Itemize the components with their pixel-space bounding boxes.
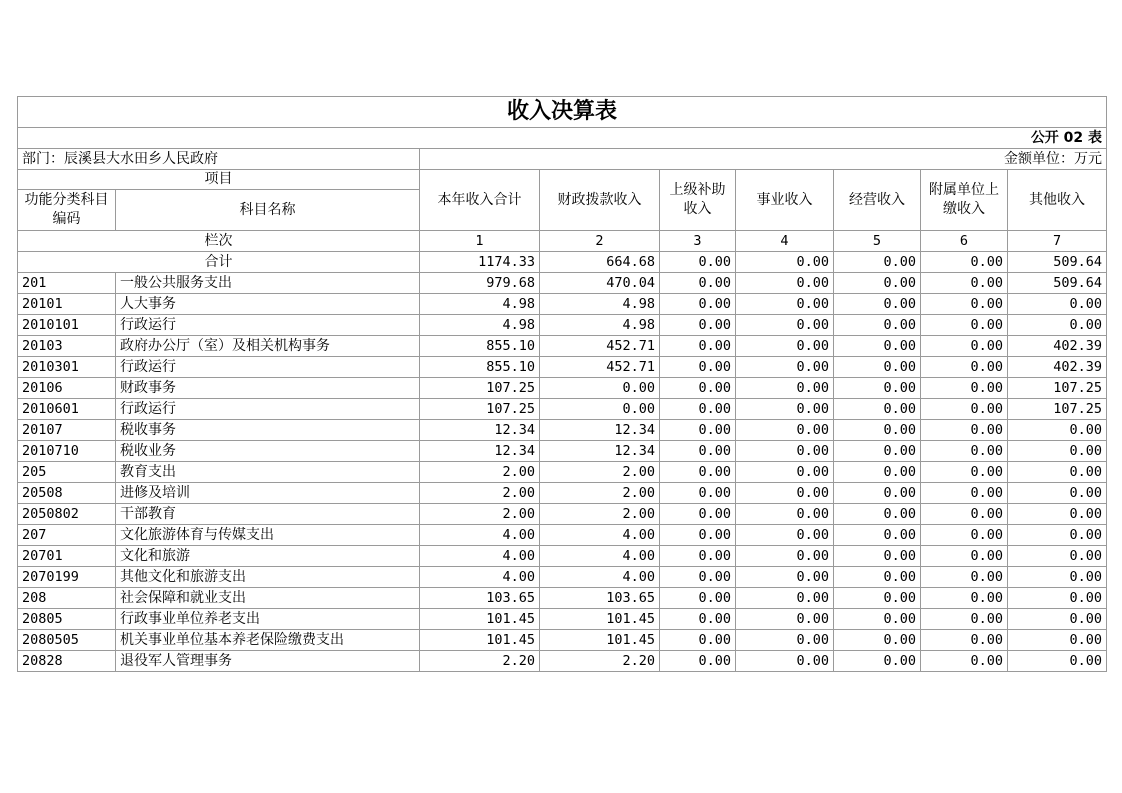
- amount-cell: 0.00: [921, 504, 1008, 525]
- header-business-income: 事业收入: [736, 170, 834, 231]
- amount-cell: 0.00: [736, 294, 834, 315]
- amount-cell: 2.00: [540, 462, 660, 483]
- table-row: [18, 399, 1107, 420]
- amount-cell: 0.00: [834, 420, 921, 441]
- subject-name-cell: 文化和旅游: [116, 546, 420, 567]
- function-code-cell: 20103: [18, 336, 116, 357]
- amount-cell: 2.00: [420, 483, 540, 504]
- amount-cell: 0.00: [921, 588, 1008, 609]
- table-row: [18, 336, 1107, 357]
- amount-cell: 0.00: [834, 294, 921, 315]
- amount-cell: 0.00: [921, 378, 1008, 399]
- subject-name-cell: 行政运行: [116, 399, 420, 420]
- table-row: [18, 441, 1107, 462]
- table-row: [18, 357, 1107, 378]
- amount-cell: 0.00: [660, 525, 736, 546]
- subject-name-cell: 行政运行: [116, 315, 420, 336]
- function-code-cell: 2010101: [18, 315, 116, 336]
- header-total-income: 本年收入合计: [420, 170, 540, 231]
- subject-name-cell: 文化旅游体育与传媒支出: [116, 525, 420, 546]
- amount-cell: 0.00: [660, 357, 736, 378]
- function-code-cell: 207: [18, 525, 116, 546]
- amount-cell: 0.00: [736, 357, 834, 378]
- amount-cell: 0.00: [1008, 504, 1107, 525]
- amount-cell: 0.00: [834, 399, 921, 420]
- column-number: 6: [921, 231, 1008, 252]
- page-title: 收入决算表: [18, 97, 1107, 128]
- table-row: [18, 525, 1107, 546]
- amount-cell: 0.00: [921, 483, 1008, 504]
- table-row: [18, 273, 1107, 294]
- header-item: 项目: [18, 170, 420, 190]
- amount-cell: 0.00: [736, 630, 834, 651]
- total-cell: 0.00: [921, 252, 1008, 273]
- column-number: 1: [420, 231, 540, 252]
- subject-name-cell: 教育支出: [116, 462, 420, 483]
- amount-cell: 0.00: [1008, 567, 1107, 588]
- amount-cell: 0.00: [921, 357, 1008, 378]
- subject-name-cell: 一般公共服务支出: [116, 273, 420, 294]
- amount-cell: 0.00: [834, 609, 921, 630]
- amount-cell: 0.00: [1008, 525, 1107, 546]
- amount-cell: 103.65: [420, 588, 540, 609]
- amount-cell: 2.00: [540, 504, 660, 525]
- amount-cell: 0.00: [834, 546, 921, 567]
- amount-cell: 0.00: [736, 546, 834, 567]
- amount-cell: 12.34: [420, 420, 540, 441]
- amount-cell: 0.00: [1008, 651, 1107, 672]
- amount-cell: 0.00: [1008, 315, 1107, 336]
- amount-cell: 0.00: [660, 609, 736, 630]
- amount-cell: 0.00: [736, 315, 834, 336]
- amount-cell: 0.00: [921, 462, 1008, 483]
- amount-cell: 12.34: [540, 441, 660, 462]
- amount-cell: 0.00: [921, 525, 1008, 546]
- amount-cell: 0.00: [834, 378, 921, 399]
- table-row: [18, 630, 1107, 651]
- table-row: [18, 294, 1107, 315]
- column-number: 4: [736, 231, 834, 252]
- amount-cell: 0.00: [660, 462, 736, 483]
- table-row: [18, 420, 1107, 441]
- amount-cell: 0.00: [736, 609, 834, 630]
- amount-cell: 979.68: [420, 273, 540, 294]
- amount-cell: 0.00: [660, 483, 736, 504]
- income-table: [17, 96, 1107, 672]
- table-row: [18, 546, 1107, 567]
- column-number: 5: [834, 231, 921, 252]
- table-row: [18, 651, 1107, 672]
- amount-cell: 0.00: [736, 525, 834, 546]
- function-code-cell: 201: [18, 273, 116, 294]
- column-number: 2: [540, 231, 660, 252]
- amount-cell: 101.45: [420, 630, 540, 651]
- amount-cell: 509.64: [1008, 273, 1107, 294]
- function-code-cell: 205: [18, 462, 116, 483]
- amount-cell: 0.00: [736, 567, 834, 588]
- function-code-cell: 20106: [18, 378, 116, 399]
- amount-cell: 4.00: [540, 525, 660, 546]
- function-code-cell: 20805: [18, 609, 116, 630]
- amount-cell: 2.00: [540, 483, 660, 504]
- amount-cell: 0.00: [660, 336, 736, 357]
- total-cell: 0.00: [834, 252, 921, 273]
- amount-cell: 101.45: [540, 609, 660, 630]
- amount-cell: 0.00: [921, 294, 1008, 315]
- total-row-label: 合计: [18, 252, 420, 273]
- amount-cell: 452.71: [540, 336, 660, 357]
- amount-cell: 101.45: [420, 609, 540, 630]
- subject-name-cell: 政府办公厅（室）及相关机构事务: [116, 336, 420, 357]
- amount-cell: 0.00: [921, 273, 1008, 294]
- amount-cell: 0.00: [834, 588, 921, 609]
- header-upper-subsidy: 上级补助收入: [660, 170, 736, 231]
- total-cell: 509.64: [1008, 252, 1107, 273]
- header-operating-income: 经营收入: [834, 170, 921, 231]
- amount-cell: 0.00: [834, 504, 921, 525]
- amount-cell: 0.00: [1008, 294, 1107, 315]
- total-cell: 664.68: [540, 252, 660, 273]
- table-row: [18, 315, 1107, 336]
- amount-cell: 0.00: [660, 546, 736, 567]
- function-code-cell: 2010301: [18, 357, 116, 378]
- amount-cell: 101.45: [540, 630, 660, 651]
- amount-cell: 0.00: [736, 462, 834, 483]
- amount-cell: 0.00: [921, 399, 1008, 420]
- amount-cell: 855.10: [420, 357, 540, 378]
- table-row: [18, 567, 1107, 588]
- amount-cell: 0.00: [921, 609, 1008, 630]
- subject-name-cell: 行政事业单位养老支出: [116, 609, 420, 630]
- amount-cell: 0.00: [660, 441, 736, 462]
- amount-cell: 103.65: [540, 588, 660, 609]
- function-code-cell: 2070199: [18, 567, 116, 588]
- amount-cell: 0.00: [660, 399, 736, 420]
- amount-cell: 0.00: [660, 315, 736, 336]
- header-other-income: 其他收入: [1008, 170, 1107, 231]
- amount-cell: 470.04: [540, 273, 660, 294]
- function-code-cell: 20701: [18, 546, 116, 567]
- amount-cell: 0.00: [921, 567, 1008, 588]
- amount-cell: 4.98: [540, 294, 660, 315]
- amount-cell: 0.00: [660, 651, 736, 672]
- amount-cell: 0.00: [660, 294, 736, 315]
- amount-cell: 0.00: [736, 504, 834, 525]
- amount-cell: 0.00: [834, 315, 921, 336]
- amount-cell: 12.34: [420, 441, 540, 462]
- amount-cell: 2.00: [420, 504, 540, 525]
- subject-name-cell: 进修及培训: [116, 483, 420, 504]
- amount-cell: 0.00: [834, 357, 921, 378]
- amount-cell: 0.00: [1008, 588, 1107, 609]
- amount-cell: 4.98: [420, 315, 540, 336]
- subject-name-cell: 人大事务: [116, 294, 420, 315]
- subject-name-cell: 社会保障和就业支出: [116, 588, 420, 609]
- amount-cell: 402.39: [1008, 336, 1107, 357]
- form-number: 公开 02 表: [18, 128, 1107, 149]
- function-code-cell: 20107: [18, 420, 116, 441]
- amount-cell: 0.00: [834, 651, 921, 672]
- amount-cell: 0.00: [921, 441, 1008, 462]
- amount-cell: 2.20: [540, 651, 660, 672]
- amount-cell: 0.00: [736, 420, 834, 441]
- total-cell: 0.00: [736, 252, 834, 273]
- header-fiscal-allocation: 财政拨款收入: [540, 170, 660, 231]
- amount-cell: 4.00: [420, 567, 540, 588]
- amount-cell: 0.00: [736, 399, 834, 420]
- amount-cell: 0.00: [921, 651, 1008, 672]
- function-code-cell: 2010601: [18, 399, 116, 420]
- subject-name-cell: 退役军人管理事务: [116, 651, 420, 672]
- amount-cell: 452.71: [540, 357, 660, 378]
- amount-cell: 0.00: [540, 378, 660, 399]
- amount-cell: 4.98: [420, 294, 540, 315]
- table-row: [18, 462, 1107, 483]
- subject-name-cell: 税收事务: [116, 420, 420, 441]
- amount-cell: 0.00: [1008, 483, 1107, 504]
- amount-cell: 12.34: [540, 420, 660, 441]
- amount-cell: 0.00: [1008, 462, 1107, 483]
- table-row: [18, 483, 1107, 504]
- amount-cell: 0.00: [834, 525, 921, 546]
- amount-cell: 0.00: [834, 483, 921, 504]
- function-code-cell: 208: [18, 588, 116, 609]
- amount-cell: 0.00: [921, 420, 1008, 441]
- amount-cell: 0.00: [921, 336, 1008, 357]
- amount-cell: 0.00: [736, 651, 834, 672]
- amount-cell: 0.00: [1008, 630, 1107, 651]
- amount-cell: 0.00: [1008, 441, 1107, 462]
- subject-name-cell: 行政运行: [116, 357, 420, 378]
- header-subject-name: 科目名称: [116, 190, 420, 231]
- amount-cell: 4.00: [540, 567, 660, 588]
- amount-cell: 4.98: [540, 315, 660, 336]
- amount-cell: 402.39: [1008, 357, 1107, 378]
- amount-cell: 0.00: [1008, 609, 1107, 630]
- total-cell: 1174.33: [420, 252, 540, 273]
- subject-name-cell: 干部教育: [116, 504, 420, 525]
- header-affiliated-income: 附属单位上缴收入: [921, 170, 1008, 231]
- total-cell: 0.00: [660, 252, 736, 273]
- amount-cell: 0.00: [834, 567, 921, 588]
- function-code-cell: 2010710: [18, 441, 116, 462]
- amount-cell: 0.00: [736, 588, 834, 609]
- column-number: 3: [660, 231, 736, 252]
- subject-name-cell: 其他文化和旅游支出: [116, 567, 420, 588]
- table-row: [18, 588, 1107, 609]
- amount-unit-label: 金额单位：万元: [420, 149, 1107, 170]
- amount-cell: 0.00: [1008, 420, 1107, 441]
- amount-cell: 4.00: [420, 525, 540, 546]
- subject-name-cell: 财政事务: [116, 378, 420, 399]
- amount-cell: 0.00: [834, 336, 921, 357]
- subject-name-cell: 税收业务: [116, 441, 420, 462]
- function-code-cell: 2050802: [18, 504, 116, 525]
- amount-cell: 0.00: [660, 567, 736, 588]
- amount-cell: 0.00: [660, 273, 736, 294]
- table-row: [18, 609, 1107, 630]
- amount-cell: 0.00: [540, 399, 660, 420]
- header-function-code: 功能分类科目编码: [18, 190, 116, 231]
- amount-cell: 0.00: [834, 273, 921, 294]
- amount-cell: 2.00: [420, 462, 540, 483]
- amount-cell: 0.00: [921, 630, 1008, 651]
- amount-cell: 0.00: [660, 588, 736, 609]
- amount-cell: 4.00: [420, 546, 540, 567]
- amount-cell: 0.00: [660, 504, 736, 525]
- function-code-cell: 20828: [18, 651, 116, 672]
- amount-cell: 0.00: [834, 441, 921, 462]
- amount-cell: 0.00: [736, 483, 834, 504]
- function-code-cell: 20508: [18, 483, 116, 504]
- amount-cell: 107.25: [420, 399, 540, 420]
- subject-name-cell: 机关事业单位基本养老保险缴费支出: [116, 630, 420, 651]
- amount-cell: 0.00: [660, 378, 736, 399]
- amount-cell: 0.00: [921, 546, 1008, 567]
- amount-cell: 0.00: [736, 336, 834, 357]
- amount-cell: 107.25: [420, 378, 540, 399]
- column-number: 7: [1008, 231, 1107, 252]
- table-row: [18, 378, 1107, 399]
- table-row: [18, 504, 1107, 525]
- column-number-label: 栏次: [18, 231, 420, 252]
- income-final-accounts-sheet: [17, 96, 1106, 672]
- amount-cell: 0.00: [921, 315, 1008, 336]
- amount-cell: 107.25: [1008, 378, 1107, 399]
- amount-cell: 0.00: [834, 630, 921, 651]
- amount-cell: 0.00: [736, 273, 834, 294]
- amount-cell: 0.00: [1008, 546, 1107, 567]
- amount-cell: 107.25: [1008, 399, 1107, 420]
- department-label: 部门：辰溪县大水田乡人民政府: [18, 149, 420, 170]
- amount-cell: 855.10: [420, 336, 540, 357]
- amount-cell: 4.00: [540, 546, 660, 567]
- amount-cell: 2.20: [420, 651, 540, 672]
- function-code-cell: 2080505: [18, 630, 116, 651]
- amount-cell: 0.00: [834, 462, 921, 483]
- amount-cell: 0.00: [736, 441, 834, 462]
- amount-cell: 0.00: [736, 378, 834, 399]
- amount-cell: 0.00: [660, 420, 736, 441]
- amount-cell: 0.00: [660, 630, 736, 651]
- function-code-cell: 20101: [18, 294, 116, 315]
